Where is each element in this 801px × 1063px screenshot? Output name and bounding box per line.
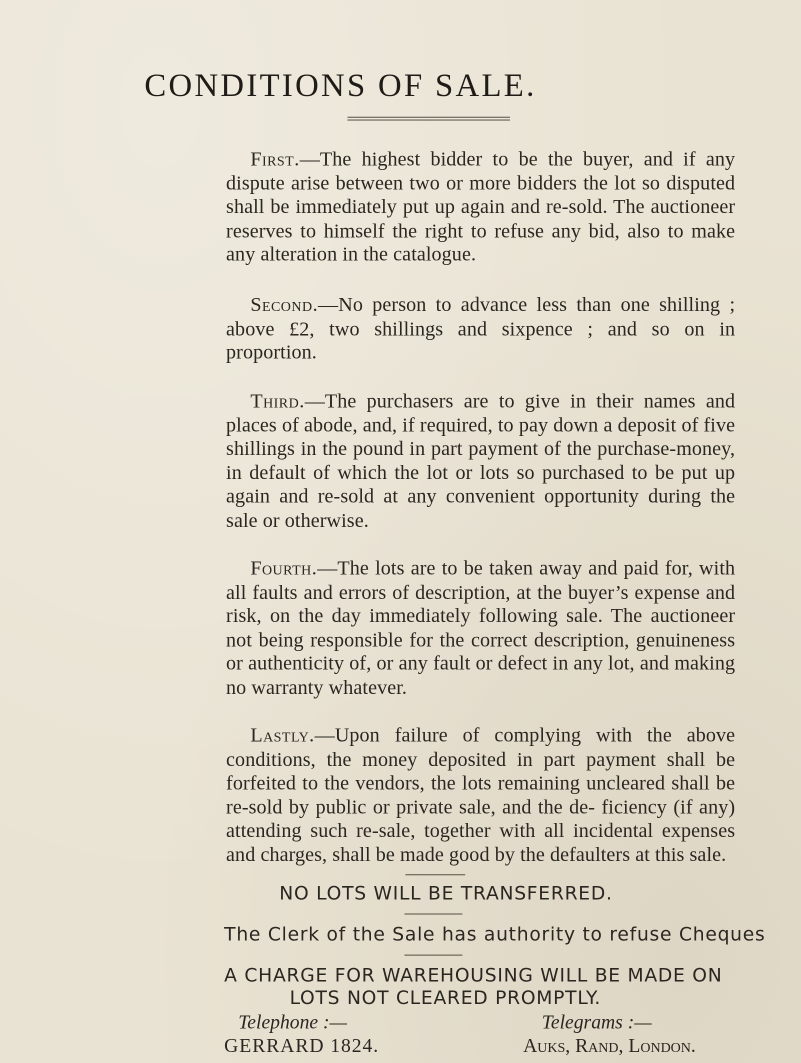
cheques-notice: The Clerk of the Sale has authority to refuse Cheques xyxy=(224,922,766,946)
condition-fourth xyxy=(226,557,735,700)
section-divider xyxy=(405,874,465,875)
condition-third xyxy=(226,390,735,533)
warehousing-notice-line2: LOTS NOT CLEARED PROMPTLY. xyxy=(289,986,602,1009)
telegram-address: Auks, Rand, London. xyxy=(523,1034,696,1057)
condition-second xyxy=(226,293,735,364)
condition-text: —The highest bidder to be the buyer, and if any dispute arise between two or more bidders the lot so disputed shall be immediately put up again and re-sold. The auctioneer reserves to himself the right to refuse any bid, also to make any alteration in the catalogue. xyxy=(226,147,736,266)
telegrams-label: Telegrams :— xyxy=(541,1010,652,1034)
condition-first xyxy=(226,148,735,267)
condition-lead: Third. xyxy=(250,389,305,412)
section-divider xyxy=(404,914,462,915)
condition-lead: First. xyxy=(250,147,300,171)
condition-text: —Upon failure of complying with the above conditions, the money deposited in part payment shall be forfeited to the vendors, the lots remaining uncleared shall be re-sold by public or private sale, and the de- ficiency (if any) attending such re-sale, together with all incidental expenses and charges, shall be made good by the defaulters at this sale. xyxy=(226,723,736,866)
condition-lead: Fourth. xyxy=(250,556,318,580)
condition-lead: Second. xyxy=(250,293,319,316)
section-divider xyxy=(404,955,462,956)
telephone-number: GERRARD 1824. xyxy=(224,1034,380,1057)
condition-text: —The lots are to be taken away and paid for, with all faults and errors of description, at the buyer’s expense and risk, on the day immediately following sale. The auctioneer not being responsible for the correct description, genuineness or authenticity of, or any fault or defect in any lot, and making no warranty whatever. xyxy=(226,556,736,699)
condition-text: —The purchasers are to give in their names and places of abode, and, if required, to pay down a deposit of five shillings in the pound in part payment of the purchase-money, in default of which the lot or lots so purchased to be put up again and re-sold at any convenient opportunity during the sale or otherwise. xyxy=(226,389,736,532)
page-title: CONDITIONS OF SALE. xyxy=(144,67,537,104)
condition-lastly xyxy=(226,724,735,867)
condition-lead: Lastly. xyxy=(250,723,315,747)
warehousing-notice-line1: A CHARGE FOR WAREHOUSING WILL BE MADE ON xyxy=(224,963,723,987)
title-underline xyxy=(347,117,510,121)
no-transfer-notice: NO LOTS WILL BE TRANSFERRED. xyxy=(279,881,613,905)
telephone-label: Telephone :— xyxy=(238,1010,347,1034)
condition-text: —No person to advance less than one shilling ; above £2, two shillings and sixpence ; and so on in proportion. xyxy=(226,293,736,364)
